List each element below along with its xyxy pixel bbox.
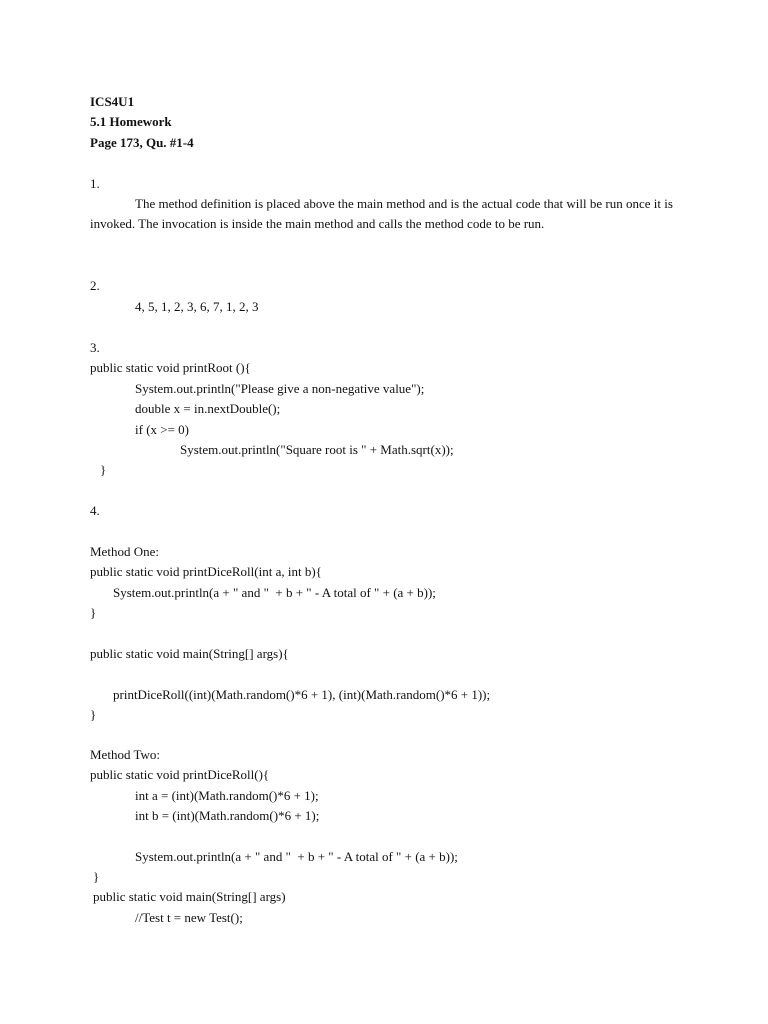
code-line: public static void main(String[] args){ [90,646,289,661]
course-code: ICS4U1 [90,94,135,109]
code-line: int b = (int)(Math.random()*6 + 1); [135,808,320,823]
question-2-number: 2. [90,278,100,293]
assignment-title: 5.1 Homework [90,114,172,129]
code-line: //Test t = new Test(); [135,910,243,925]
code-line: public static void printDiceRoll(){ [90,767,270,782]
code-line: System.out.println("Square root is " + Math.sqrt(x)); [180,442,454,457]
code-line: public static void main(String[] args) [93,889,286,904]
question-1-number: 1. [90,176,100,191]
question-2-answer: 4, 5, 1, 2, 3, 6, 7, 1, 2, 3 [135,299,259,314]
question-4-number: 4. [90,503,100,518]
code-line: System.out.println(a + " and " + b + " - A total of " + (a + b)); [135,849,458,864]
code-line: } [100,462,107,477]
method-two-heading: Method Two: [90,747,160,762]
code-line: public static void printRoot (){ [90,360,251,375]
question-1-answer-text: The method definition is placed above the main method and is the actual code that will be run once it is invoked. The invocation is inside the main method and calls the method code to be run. [90,196,673,232]
code-line: if (x >= 0) [135,422,190,437]
code-line: } [90,707,97,722]
code-line: double x = in.nextDouble(); [135,401,281,416]
code-line: printDiceRoll((int)(Math.random()*6 + 1), (int)(Math.random()*6 + 1)); [113,687,491,702]
code-line: System.out.println("Please give a non-negative value"); [135,381,425,396]
code-line: } [90,605,97,620]
code-line: int a = (int)(Math.random()*6 + 1); [135,788,319,803]
code-line: System.out.println(a + " and " + b + " - A total of " + (a + b)); [113,585,436,600]
question-1-answer [90,194,690,235]
question-3-number: 3. [90,340,100,355]
code-line: public static void printDiceRoll(int a, int b){ [90,564,322,579]
page-reference: Page 173, Qu. #1-4 [90,135,194,150]
method-one-heading: Method One: [90,544,159,559]
code-line: } [93,869,100,884]
